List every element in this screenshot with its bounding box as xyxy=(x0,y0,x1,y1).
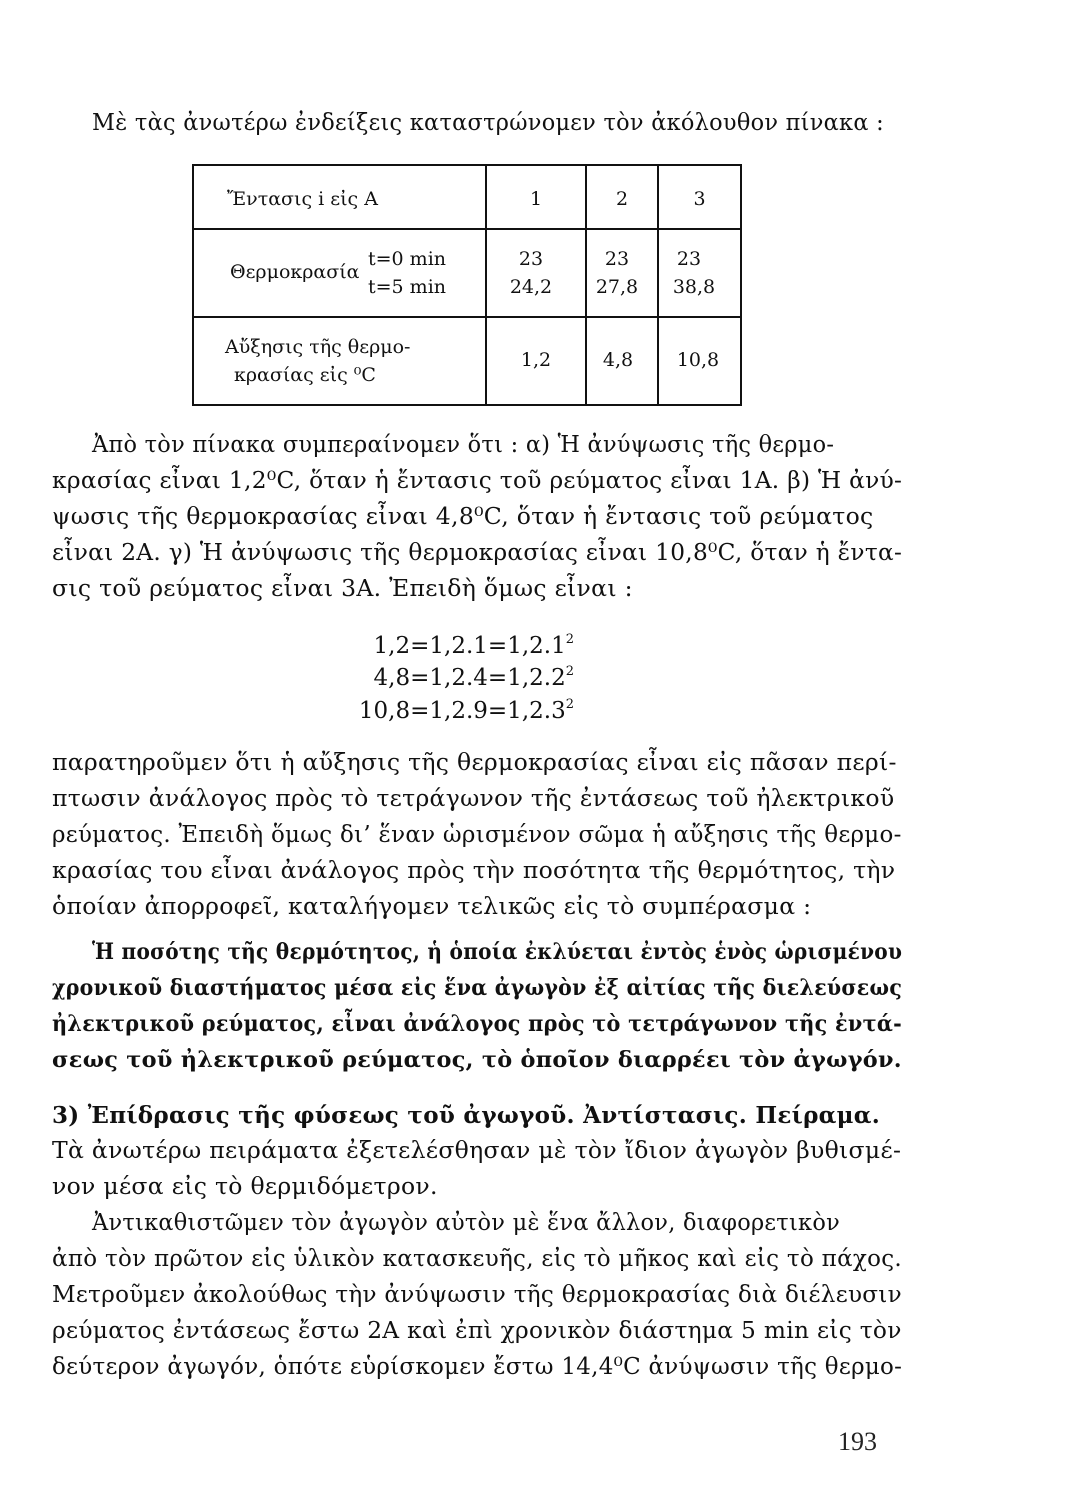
section-3-heading: 3) Ἐπίδρασις τῆς φύσεως τοῦ ἀγωγοῦ. Ἀντίστασις. Πείραμα. xyxy=(52,1102,881,1129)
observation-line-3: ρεύματος. Ἐπειδὴ ὅμως δι’ ἕναν ὡρισμένον σῶμα ἡ αὔξησις τῆς θερμο- xyxy=(52,820,902,848)
temp-t0-3: 23 xyxy=(676,248,702,270)
temperature-label: Θερμοκρασία xyxy=(230,261,360,283)
observation-line-5: ὁποίαν ἀπορροφεῖ, καταλήγομεν τελικῶς εἰς τὸ συμπέρασμα : xyxy=(52,892,812,920)
rise-value-3: 10,8 xyxy=(676,349,720,371)
temp-t5-3: 38,8 xyxy=(672,276,716,298)
temp-t5-2: 27,8 xyxy=(595,276,639,298)
observation-line-1: παρατηροῦμεν ὅτι ἡ αὔξησις τῆς θερμοκρασίας εἶναι εἰς πᾶσαν περί- xyxy=(52,748,897,776)
conclusion-line-1: Ἀπὸ τὸν πίνακα συμπεραίνομεν ὅτι : α) Ἡ ἀνύψωσις τῆς θερμο- xyxy=(92,430,835,458)
current-value-3: 3 xyxy=(693,188,706,210)
rise-label-line-2: κρασίας εἰς ⁰C xyxy=(234,364,376,386)
final-line-2: ἀπὸ τὸν πρῶτον εἰς ὑλικὸν κατασκευῆς, εἰς τὸ μῆκος καὶ εἰς τὸ πάχος. xyxy=(52,1244,903,1272)
final-line-3: Μετροῦμεν ἀκολούθως τὴν ἀνύψωσιν τῆς θερμοκρασίας διὰ διέλευσιν xyxy=(52,1280,902,1308)
conclusion-line-4: εἶναι 2Α. γ) Ἡ ἀνύψωσις τῆς θερμοκρασίας εἶναι 10,8⁰C, ὅταν ἡ ἔντα- xyxy=(52,538,903,566)
rise-value-1: 1,2 xyxy=(520,349,552,371)
results-table xyxy=(192,164,742,406)
equation-1: $1,2=1,2.1=1,2.1^2$ xyxy=(373,632,574,659)
conclusion-line-5: σις τοῦ ρεύματος εἶναι 3Α. Ἐπειδὴ ὅμως εἶναι : xyxy=(52,574,633,602)
equation-3: $10,8=1,2.9=1,2.3^2$ xyxy=(358,697,574,724)
observation-line-2: πτωσιν ἀνάλογος πρὸς τὸ τετράγωνον τῆς ἐντάσεως τοῦ ἠλεκτρικοῦ xyxy=(52,784,895,812)
conclusion-line-3: ψωσις τῆς θερμοκρασίας εἶναι 4,8⁰C, ὅταν ἡ ἔντασις τοῦ ρεύματος xyxy=(52,502,874,530)
law-line-3: ἠλεκτρικοῦ ρεύματος, εἶναι ἀνάλογος πρὸς τὸ τετράγωνον τῆς ἐντά- xyxy=(52,1011,903,1037)
section-3-line-1: Τὰ ἀνωτέρω πειράματα ἐξετελέσθησαν μὲ τὸν ἴδιον ἀγωγὸν βυθισμέ- xyxy=(52,1136,902,1164)
equation-2: $4,8=1,2.4=1,2.2^2$ xyxy=(373,664,574,691)
intro-text: Μὲ τὰς ἀνωτέρω ἐνδείξεις καταστρώνομεν τὸν ἀκόλουθον πίνακα : xyxy=(92,108,884,136)
time-5-label: t=5 min xyxy=(368,276,447,298)
temp-t0-2: 23 xyxy=(604,248,630,270)
page-number: 193 xyxy=(838,1427,877,1456)
temp-t0-1: 23 xyxy=(518,248,544,270)
current-value-2: 2 xyxy=(615,188,629,210)
law-line-4: σεως τοῦ ἠλεκτρικοῦ ρεύματος, τὸ ὁποῖον διαρρέει τὸν ἀγωγόν. xyxy=(52,1047,902,1073)
current-value-1: 1 xyxy=(529,188,543,210)
law-line-2: χρονικοῦ διαστήματος μέσα εἰς ἕνα ἀγωγὸν ἐξ αἰτίας τῆς διελεύσεως xyxy=(52,975,903,1001)
time-0-label: t=0 min xyxy=(368,248,447,270)
section-3-line-2: νον μέσα εἰς τὸ θερμιδόμετρον. xyxy=(52,1172,438,1200)
final-line-1: Ἀντικαθιστῶμεν τὸν ἀγωγὸν αὐτὸν μὲ ἕνα ἄλλον, διαφορετικὸν xyxy=(92,1208,841,1236)
rise-label-line-1: Αὔξησις τῆς θερμο- xyxy=(225,336,411,358)
rise-value-2: 4,8 xyxy=(602,349,634,371)
observation-line-4: κρασίας του εἶναι ἀνάλογος πρὸς τὴν ποσότητα τῆς θερμότητος, τὴν xyxy=(52,856,896,884)
temp-t5-1: 24,2 xyxy=(509,276,553,298)
final-line-4: ρεύματος ἐντάσεως ἔστω 2Α καὶ ἐπὶ χρονικὸν διάστημα 5 min εἰς τὸν xyxy=(52,1316,902,1344)
conclusion-line-2: κρασίας εἶναι 1,2⁰C, ὅταν ἡ ἔντασις τοῦ ρεύματος εἶναι 1Α. β) Ἡ ἀνύ- xyxy=(52,466,903,494)
law-line-1: Ἡ ποσότης τῆς θερμότητος, ἡ ὁποία ἐκλύεται ἐντὸς ἑνὸς ὡρισμένου xyxy=(92,939,903,965)
current-row-label: Ἔντασις i εἰς Α xyxy=(227,188,378,210)
final-line-5: δεύτερον ἀγωγόν, ὁπότε εὑρίσκομεν ἔστω 14,4⁰C ἀνύψωσιν τῆς θερμο- xyxy=(52,1352,903,1380)
